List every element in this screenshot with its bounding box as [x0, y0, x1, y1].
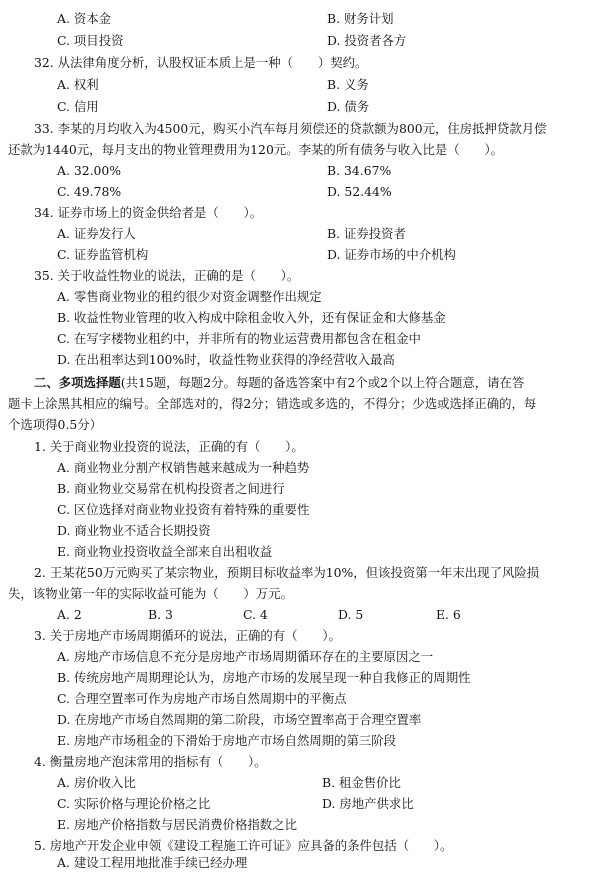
q33-option-b: B. 34.67% [327, 163, 392, 178]
m2-stem-line1: 2. 王某花50万元购买了某宗物业，预期目标收益率为10%，但该投资第一年末出现了风险损 [34, 565, 540, 580]
m2-option-c: C. 4 [243, 607, 268, 622]
m3-option-d: D. 在房地产市场自然周期的第二阶段，市场空置率高于合理空置率 [57, 712, 422, 727]
q32-option-b: B. 义务 [327, 77, 369, 92]
m3-option-b: B. 传统房地产周期理论认为，房地产市场的发展呈现一种自我修正的周期性 [57, 670, 471, 685]
q-prev-option-a: A. 资本金 [57, 11, 111, 26]
q35-option-d: D. 在出租率达到100%时，收益性物业获得的净经营收入最高 [57, 352, 395, 367]
section2-line3: 个选项得0.5分） [8, 417, 103, 432]
section2-title: 二、多项选择题 [34, 375, 121, 390]
section2-line2: 题卡上涂黑其相应的编号。全部选对的，得2分；错选或多选的，不得分；少选或选择正确的，每 [8, 396, 537, 411]
m2-option-d: D. 5 [338, 607, 364, 622]
q-prev-option-c: C. 项目投资 [57, 33, 124, 48]
q32-option-d: D. 债务 [327, 99, 370, 114]
section2-line1 [34, 373, 524, 393]
m4-option-e: E. 房地产价格指数与居民消费价格指数之比 [57, 817, 297, 832]
m2-stem-line2: 失，该物业第一年的实际收益可能为（ ）万元。 [8, 586, 293, 601]
m1-option-c: C. 区位选择对商业物业投资有着特殊的重要性 [57, 502, 310, 517]
q34-option-d: D. 证券市场的中介机构 [327, 247, 456, 262]
m1-stem: 1. 关于商业物业投资的说法，正确的有（ ）。 [34, 439, 304, 454]
q33-stem-line2: 还款为1440元，每月支出的物业管理费用为120元。李某的所有债务与收入比是（ ）。 [8, 142, 504, 157]
m2-option-a: A. 2 [57, 607, 82, 622]
m4-stem: 4. 衡量房地产泡沫常用的指标有（ ）。 [34, 754, 267, 769]
m4-option-b: B. 租金售价比 [322, 775, 401, 790]
m1-option-e: E. 商业物业投资收益全部来自出租收益 [57, 544, 273, 559]
q-prev-option-d: D. 投资者各方 [327, 33, 407, 48]
m5-option-a: A. 建设工程用地批准手续已经办理 [57, 855, 248, 870]
q32-option-c: C. 信用 [57, 99, 99, 114]
q35-option-b: B. 收益性物业管理的收入构成中除租金收入外，还有保证金和大修基金 [57, 310, 446, 325]
q32-option-a: A. 权利 [57, 77, 99, 92]
q34-option-a: A. 证券发行人 [57, 226, 136, 241]
q33-option-c: C. 49.78% [57, 184, 122, 199]
q33-stem-line1: 33. 李某的月均收入为4500元，购买小汽车每月须偿还的贷款额为800元，住房抵押贷款月偿 [34, 121, 547, 136]
q33-option-a: A. 32.00% [57, 163, 122, 178]
m2-option-b: B. 3 [148, 607, 173, 622]
m3-option-a: A. 房地产市场信息不充分是房地产市场周期循环存在的主要原因之一 [57, 649, 434, 664]
m2-option-e: E. 6 [436, 607, 461, 622]
q34-stem: 34. 证券市场上的资金供给者是（ ）。 [34, 205, 263, 220]
m1-option-b: B. 商业物业交易常在机构投资者之间进行 [57, 481, 285, 496]
q-prev-option-b: B. 财务计划 [327, 11, 394, 26]
q35-option-c: C. 在写字楼物业租约中，并非所有的物业运营费用都包含在租金中 [57, 331, 421, 346]
q32-stem: 32. 从法律角度分析，认股权证本质上是一种（ ）契约。 [34, 55, 368, 70]
q35-stem: 35. 关于收益性物业的说法，正确的是（ ）。 [34, 268, 300, 283]
m3-stem: 3. 关于房地产市场周期循环的说法，正确的有（ ）。 [34, 628, 341, 643]
q33-option-d: D. 52.44% [327, 184, 392, 199]
q34-option-c: C. 证券监管机构 [57, 247, 149, 262]
section2-instructions: (共15题，每题2分。每题的备选答案中有2个或2个以上符合题意，请在答 [120, 375, 525, 390]
m4-option-d: D. 房地产供求比 [322, 796, 414, 811]
m4-option-c: C. 实际价格与理论价格之比 [57, 796, 211, 811]
m1-option-a: A. 商业物业分割产权销售越来越成为一种趋势 [57, 460, 310, 475]
m4-option-a: A. 房价收入比 [57, 775, 136, 790]
q34-option-b: B. 证券投资者 [327, 226, 406, 241]
m3-option-e: E. 房地产市场租金的下滑始于房地产市场自然周期的第三阶段 [57, 733, 397, 748]
m3-option-c: C. 合理空置率可作为房地产市场自然周期中的平衡点 [57, 691, 347, 706]
m5-stem: 5. 房地产开发企业申领《建设工程施工许可证》应具备的条件包括（ ）。 [34, 838, 453, 853]
m1-option-d: D. 商业物业不适合长期投资 [57, 523, 211, 538]
q35-option-a: A. 零售商业物业的租约很少对资金调整作出规定 [57, 289, 322, 304]
